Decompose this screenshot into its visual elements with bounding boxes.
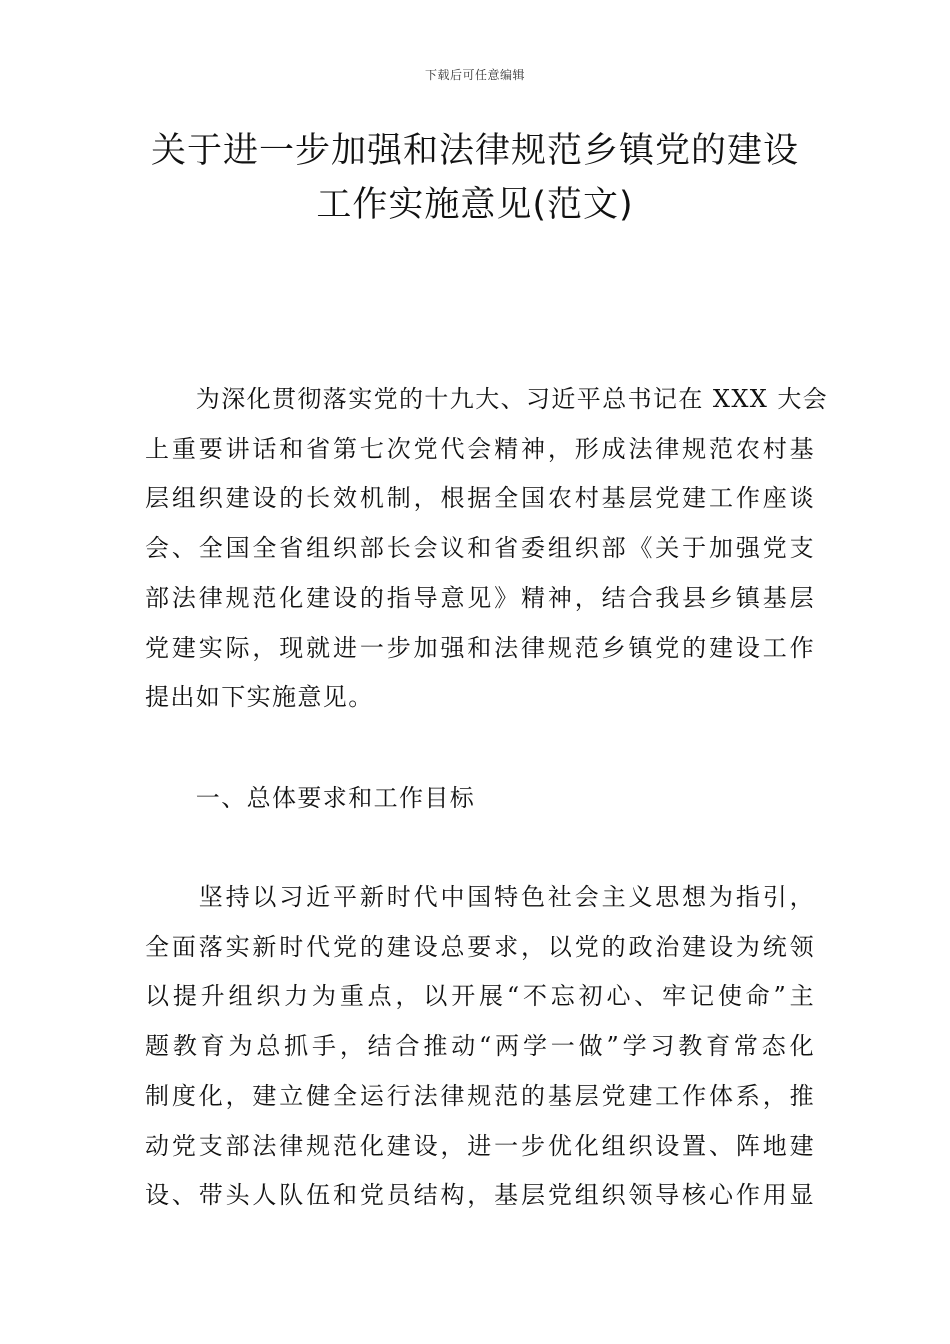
paragraph-line: 层组织建设的长效机制，根据全国农村基层党建工作座谈 [145,484,815,513]
header-note: 下载后可任意编辑 [424,68,525,82]
paragraph-line: 部法律规范化建设的指导意见》精神，结合我县乡镇基层 [145,583,815,612]
paragraph-line: 提出如下实施意见。 [145,683,374,712]
document-title [100,124,850,232]
title-line-2: 工作实施意见(范文) [316,185,634,225]
section-body-paragraph [145,873,815,1221]
paragraph-line: 全面落实新时代党的建设总要求，以党的政治建设为统领 [145,932,815,961]
section-heading [145,774,815,824]
paragraph-line: 坚持以习近平新时代中国特色社会主义思想为指引， [145,883,815,911]
section-heading-text: 一、总体要求和工作目标 [145,784,476,812]
paragraph-line: 为深化贯彻落实党的十九大、习近平总书记在 XXX 大会 [145,385,829,413]
intro-paragraph [145,375,829,723]
paragraph-line: 设、带头人队伍和党员结构，基层党组织领导核心作用显 [145,1181,815,1210]
paragraph-line: 动党支部法律规范化建设，进一步优化组织设置、阵地建 [145,1131,815,1160]
paragraph-line: 党建实际，现就进一步加强和法律规范乡镇党的建设工作 [145,633,815,662]
paragraph-line: 会、全国全省组织部长会议和省委组织部《关于加强党支 [145,534,815,563]
title-line-1: 关于进一步加强和法律规范乡镇党的建设 [150,131,799,171]
paragraph-line: 制度化，建立健全运行法律规范的基层党建工作体系，推 [145,1081,815,1110]
paragraph-line: 以提升组织力为重点，以开展“不忘初心、牢记使命”主 [145,982,815,1011]
paragraph-line: 题教育为总抓手，结合推动“两学一做”学习教育常态化 [145,1032,815,1061]
paragraph-line: 上重要讲话和省第七次党代会精神，形成法律规范农村基 [145,434,815,463]
